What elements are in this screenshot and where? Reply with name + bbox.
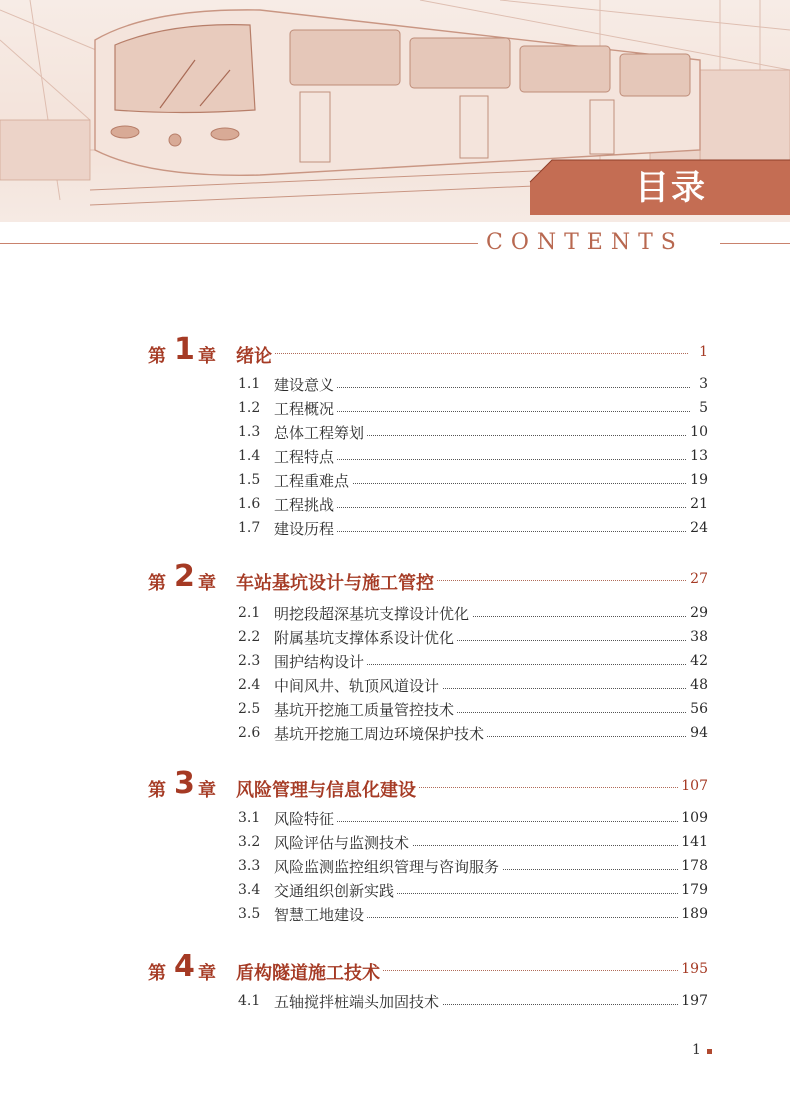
entry-page: 178 (678, 858, 708, 874)
entry-page: 21 (687, 496, 708, 512)
entry-number: 3.1 (238, 810, 261, 826)
entry-number: 2.2 (238, 629, 261, 645)
toc-entry[interactable] (238, 904, 708, 926)
entry-title: 交通组织创新实践 (274, 880, 397, 901)
chapter-number: 4 (174, 949, 195, 984)
entry-number: 1.5 (238, 472, 261, 488)
entry-title: 工程特点 (274, 446, 337, 467)
toc-entry[interactable] (238, 699, 708, 721)
toc-entry[interactable] (238, 832, 708, 854)
entry-page: 38 (687, 629, 708, 645)
entry-title: 中间风井、轨顶风道设计 (274, 675, 442, 696)
entry-number: 2.3 (238, 653, 261, 669)
entry-page: 56 (687, 701, 708, 717)
entry-page: 29 (687, 605, 708, 621)
entry-page: 109 (678, 810, 708, 826)
entry-number: 3.3 (238, 858, 261, 874)
chapter-suffix: 章 (198, 346, 216, 367)
entry-title: 建设历程 (274, 518, 337, 539)
chapter-page: 27 (687, 571, 708, 587)
entry-number: 2.6 (238, 725, 261, 741)
toc-entry[interactable] (238, 470, 708, 492)
page-number-marker (707, 1049, 712, 1054)
entry-number: 1.7 (238, 520, 261, 536)
entry-number: 2.1 (238, 605, 261, 621)
entry-page: 5 (696, 400, 708, 416)
entry-number: 1.2 (238, 400, 261, 416)
entry-number: 1.3 (238, 424, 261, 440)
entry-title: 明挖段超深基坑支撑设计优化 (274, 603, 472, 624)
contents-subtitle: CONTENTS (486, 230, 684, 255)
page-number: 1 (692, 1042, 701, 1058)
entry-page: 141 (678, 834, 708, 850)
chapter-number: 1 (174, 332, 195, 367)
entry-number: 3.2 (238, 834, 261, 850)
toc-entry[interactable] (238, 856, 708, 878)
divider-left (0, 243, 478, 244)
entry-title: 风险评估与监测技术 (274, 832, 412, 853)
entry-number: 2.4 (238, 677, 261, 693)
entry-title: 风险监测监控组织管理与咨询服务 (274, 856, 502, 877)
entry-title: 围护结构设计 (274, 651, 367, 672)
toc-entry[interactable] (238, 627, 708, 649)
entry-number: 2.5 (238, 701, 261, 717)
entry-number: 3.4 (238, 882, 261, 898)
entry-title: 工程重难点 (274, 470, 352, 491)
toc-entry[interactable] (238, 808, 708, 830)
entry-number: 1.1 (238, 376, 261, 392)
toc-entry[interactable] (238, 603, 708, 625)
toc-entry[interactable] (238, 991, 708, 1013)
entry-number: 3.5 (238, 906, 261, 922)
entry-title: 五轴搅拌桩端头加固技术 (274, 991, 442, 1012)
chapter-prefix: 第 (148, 963, 166, 984)
entry-page: 94 (687, 725, 708, 741)
entry-page: 24 (687, 520, 708, 536)
divider-right (720, 243, 790, 244)
entry-page: 3 (696, 376, 708, 392)
chapter-page: 107 (678, 778, 708, 794)
entry-page: 189 (678, 906, 708, 922)
chapter-page: 195 (678, 961, 708, 977)
entry-number: 1.4 (238, 448, 261, 464)
chapter-title: 绪论 (236, 342, 275, 368)
chapter-suffix: 章 (198, 573, 216, 594)
chapter-title: 风险管理与信息化建设 (236, 776, 419, 802)
entry-page: 48 (687, 677, 708, 693)
toc-entry[interactable] (238, 398, 708, 420)
chapter-number: 2 (174, 559, 195, 594)
toc-entry[interactable] (238, 446, 708, 468)
toc-entry[interactable] (238, 723, 708, 745)
entry-title: 基坑开挖施工周边环境保护技术 (274, 723, 487, 744)
leader-dots (236, 353, 688, 354)
toc-entry[interactable] (238, 374, 708, 396)
entry-title: 基坑开挖施工质量管控技术 (274, 699, 457, 720)
toc-entry[interactable] (238, 494, 708, 516)
entry-page: 197 (678, 993, 708, 1009)
page-title: 目录 (635, 168, 707, 208)
toc-entry[interactable] (238, 675, 708, 697)
entry-page: 42 (687, 653, 708, 669)
toc-chapter-2[interactable] (148, 559, 708, 597)
chapter-suffix: 章 (198, 963, 216, 984)
entry-title: 风险特征 (274, 808, 337, 829)
entry-page: 179 (678, 882, 708, 898)
toc-entry[interactable] (238, 651, 708, 673)
chapter-title: 盾构隧道施工技术 (236, 959, 383, 985)
toc-chapter-1[interactable] (148, 332, 708, 370)
entry-page: 19 (687, 472, 708, 488)
entry-page: 10 (687, 424, 708, 440)
entry-title: 工程概况 (274, 398, 337, 419)
entry-title: 建设意义 (274, 374, 337, 395)
toc-entry[interactable] (238, 422, 708, 444)
chapter-prefix: 第 (148, 346, 166, 367)
chapter-page: 1 (696, 344, 708, 360)
entry-page: 13 (687, 448, 708, 464)
chapter-suffix: 章 (198, 780, 216, 801)
entry-title: 总体工程筹划 (274, 422, 367, 443)
toc-chapter-4[interactable] (148, 949, 708, 987)
entry-number: 1.6 (238, 496, 261, 512)
chapter-number: 3 (174, 766, 195, 801)
chapter-prefix: 第 (148, 780, 166, 801)
entry-title: 智慧工地建设 (274, 904, 367, 925)
chapter-title: 车站基坑设计与施工管控 (236, 569, 437, 595)
entry-title: 工程挑战 (274, 494, 337, 515)
entry-title: 附属基坑支撑体系设计优化 (274, 627, 457, 648)
toc-entry[interactable] (238, 518, 708, 540)
chapter-prefix: 第 (148, 573, 166, 594)
toc-entry[interactable] (238, 880, 708, 902)
entry-number: 4.1 (238, 993, 261, 1009)
toc-chapter-3[interactable] (148, 766, 708, 804)
